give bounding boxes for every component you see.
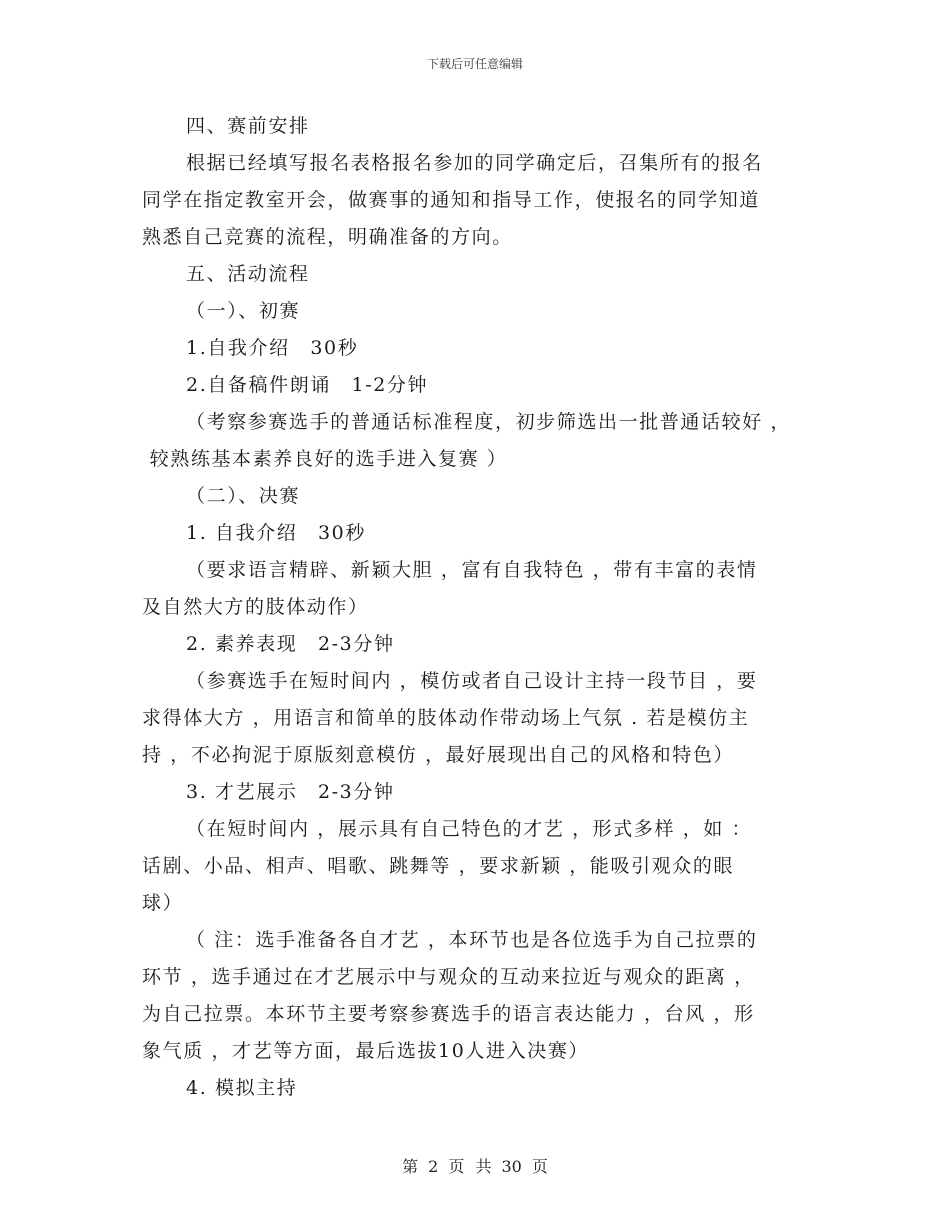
section-heading-preparation: 四、赛前安排 (186, 115, 310, 137)
footer-suffix: 页 (531, 1157, 548, 1176)
paragraph-line: 球） (142, 892, 184, 914)
subsection-heading-preliminary: （一）、初赛 (186, 300, 301, 322)
total-page-count: 30 (501, 1157, 522, 1176)
list-item: 1.自我介绍 30秒 (186, 337, 359, 359)
paragraph-line: 及自然大方的肢体动作） (142, 596, 369, 618)
paragraph-line: 根据已经填写报名表格报名参加的同学确定后，召集所有的报名 (186, 152, 763, 174)
page-header: 下载后可任意编辑 (426, 57, 523, 71)
document-body (142, 108, 812, 1107)
paragraph-line: （在短时间内 ，展示具有自己特色的才艺 ，形式多样 ，如 ： (186, 818, 753, 840)
paragraph-line: 较熟练基本素养良好的选手进入复赛 ） (142, 448, 508, 470)
paragraph-line: 象气质 ，才艺等方面，最后选拔10人进入决赛） (142, 1040, 590, 1062)
subsection-heading-final: （二）、决赛 (186, 485, 301, 507)
paragraph-line: （参赛选手在短时间内 ，模仿或者自己设计主持一段节目 ，要 (186, 670, 758, 692)
list-item: 2.自备稿件朗诵 1-2分钟 (186, 374, 429, 396)
paragraph-line: 话剧、小品、相声、唱歌、跳舞等 ，要求新颖 ，能吸引观众的眼 (142, 855, 735, 877)
footer-prefix: 第 (402, 1157, 419, 1176)
paragraph-line: 环节 ，选手通过在才艺展示中与观众的互动来拉近与观众的距离 ， (142, 966, 755, 988)
page-footer (0, 1154, 950, 1177)
paragraph-line: （要求语言精辟、新颖大胆 ，富有自我特色 ，带有丰富的表情 (186, 559, 758, 581)
section-heading-flow: 五、活动流程 (186, 263, 310, 285)
paragraph-line: （ 注：选手准备各自才艺 ，本环节也是各位选手为自己拉票的 (186, 929, 758, 951)
paragraph-line: 持 ，不必拘泥于原版刻意模仿 ，最好展现出自己的风格和特色） (142, 744, 735, 766)
list-item: 2. 素养表现 2-3分钟 (186, 633, 395, 655)
paragraph-line: 求得体大方 ，用语言和简单的肢体动作带动场上气氛 . 若是模仿主 (142, 707, 750, 729)
paragraph-line: （考察参赛选手的普通话标准程度，初步筛选出一批普通话较好 ， (186, 411, 792, 433)
list-item: 3. 才艺展示 2-3分钟 (186, 781, 395, 803)
paragraph-line: 熟悉自己竞赛的流程，明确准备的方向。 (142, 226, 513, 248)
footer-middle: 页 共 (448, 1157, 492, 1176)
paragraph-line: 同学在指定教室开会，做赛事的通知和指导工作，使报名的同学知道 (142, 189, 761, 211)
current-page-number: 2 (428, 1157, 439, 1176)
paragraph-line: 为自己拉票。本环节主要考察参赛选手的语言表达能力 ，台风 ，形 (142, 1003, 755, 1025)
list-item: 1. 自我介绍 30秒 (186, 522, 366, 544)
list-item: 4. 模拟主持 (186, 1077, 298, 1099)
